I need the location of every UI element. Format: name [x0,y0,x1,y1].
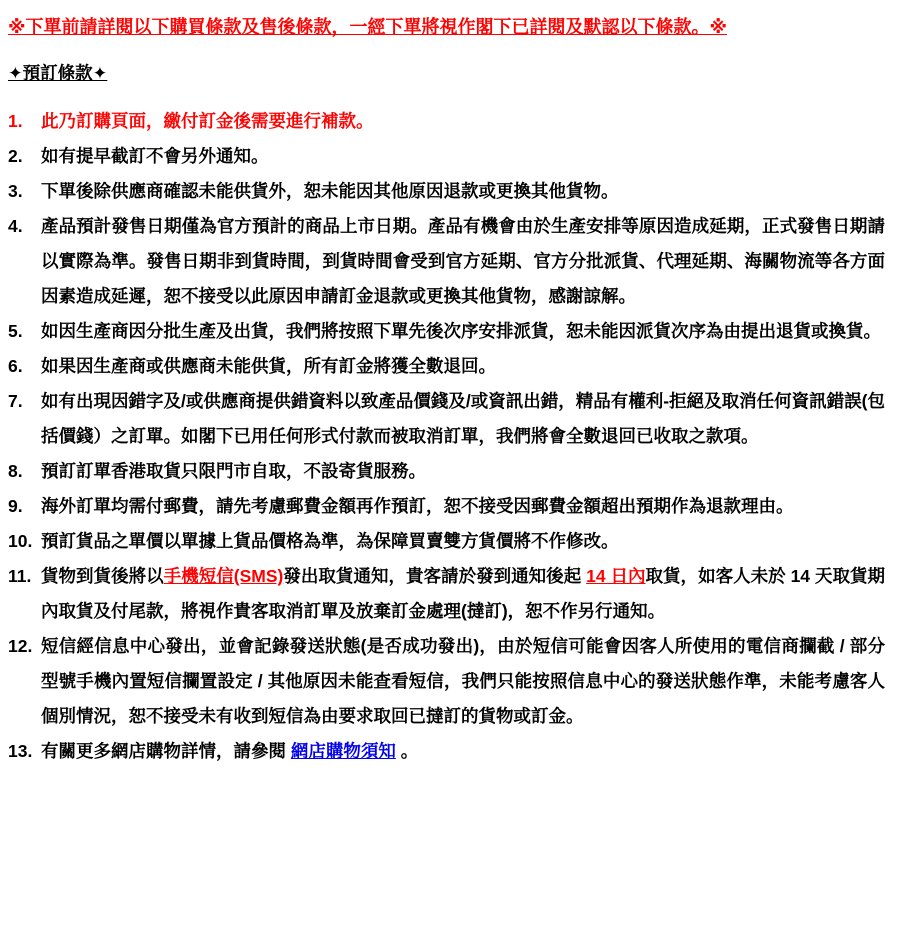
term-text: 短信經信息中心發出，並會記錄發送狀態(是否成功發出)，由於短信可能會因客人所使用的電信商攔截 / 部分型號手機內置短信攔置設定 / 其他原因未能查看短信，我們只能按照信息中心的發送狀態作準，未能考慮客人個別情況，恕不接受未有收到短信為由要求取回已撻訂的貨物或訂金。 [41,636,885,726]
item-text [41,636,885,726]
notice-title: ※下單前請詳閱以下購買條款及售後條款，一經下單將視作閣下已詳閱及默認以下條款。※ [8,17,727,37]
terms-list [8,104,885,769]
term-text: 如因生產商因分批生產及出貨，我們將按照下單先後次序安排派貨，恕未能因派貨次序為由提出退貨或換貨。 [41,321,881,341]
pickup-deadline-highlight: 14 日內 [586,566,646,586]
terms-item [8,454,885,489]
terms-item [8,104,885,139]
item-text [41,741,418,761]
term-text: 如有提早截訂不會另外通知。 [41,146,269,166]
item-text [41,146,269,166]
section-heading: ✦預訂條款✦ [8,63,108,83]
terms-item [8,489,885,524]
item-text [41,391,885,446]
item-text [41,356,496,376]
terms-item [8,349,885,384]
item-number: 8. [8,461,23,481]
item-number: 11. [8,566,32,586]
item-text [41,461,426,481]
item-number: 3. [8,181,23,201]
item-number: 13. [8,741,33,761]
term-text: 有關更多網店購物詳情，請參閱 [41,741,291,761]
item-number: 1. [8,111,23,131]
item-number: 5. [8,321,23,341]
terms-item [8,559,885,629]
terms-item [8,139,885,174]
item-number: 2. [8,146,23,166]
terms-item [8,174,885,209]
item-text [41,321,881,341]
terms-item [8,209,885,314]
term-text: 如果因生產商或供應商未能供貨，所有訂金將獲全數退回。 [41,356,496,376]
term-text: 如有出現因錯字及/或供應商提供錯資料以致產品價錢及/或資訊出錯，精品有權利-拒絕及取消任何資訊錯誤(包括價錢）之訂單。如閣下已用任何形式付款而被取消訂單，我們將會全數退回已收取之款項。 [41,391,885,446]
term-text: 貨物到貨後將以 [41,566,164,586]
terms-item [8,524,885,559]
item-number: 9. [8,496,23,516]
terms-item [8,314,885,349]
item-text [41,216,885,306]
item-text [41,181,619,201]
item-text [41,531,619,551]
term-text: 海外訂單均需付郵費，請先考慮郵費金額再作預訂，恕不接受因郵費金額超出預期作為退款理由。 [41,496,794,516]
term-text: 此乃訂購頁面，繳付訂金後需要進行補款。 [41,111,374,131]
term-text: 預訂訂單香港取貨只限門市自取，不設寄貨服務。 [41,461,426,481]
term-text: 。 [395,741,419,761]
term-text: 預訂貨品之單價以單據上貨品價格為準，為保障買賣雙方貨價將不作修改。 [41,531,619,551]
item-text [41,496,794,516]
item-number: 4. [8,216,23,236]
item-number: 6. [8,356,23,376]
item-text [41,566,885,621]
item-text [41,111,374,131]
item-number: 10. [8,531,33,551]
terms-item [8,384,885,454]
term-text: 取貨，如客人未於 14 天取貨期內取貨及付尾款，將視作貴客取消訂單及放棄訂金處理(撻訂)，恕不作另行通知。 [41,566,885,621]
item-number: 7. [8,391,23,411]
item-number: 12. [8,636,33,656]
term-text: 下單後除供應商確認未能供貨外，恕未能因其他原因退款或更換其他貨物。 [41,181,619,201]
terms-item [8,629,885,734]
shop-notice-link[interactable]: 網店購物須知 [290,741,396,761]
terms-item [8,734,885,769]
sms-highlight: 手機短信(SMS) [163,566,284,586]
term-text: 發出取貨通知，貴客請於發到通知後起 [283,566,587,586]
term-text: 產品預計發售日期僅為官方預計的商品上市日期。產品有機會由於生產安排等原因造成延期，正式發售日期請以實際為準。發售日期非到貨時間，到貨時間會受到官方延期、官方分批派貨、代理延期、海關物流等各方面因素造成延遲，恕不接受以此原因申請訂金退款或更換其他貨物，感謝諒解。 [41,216,885,306]
